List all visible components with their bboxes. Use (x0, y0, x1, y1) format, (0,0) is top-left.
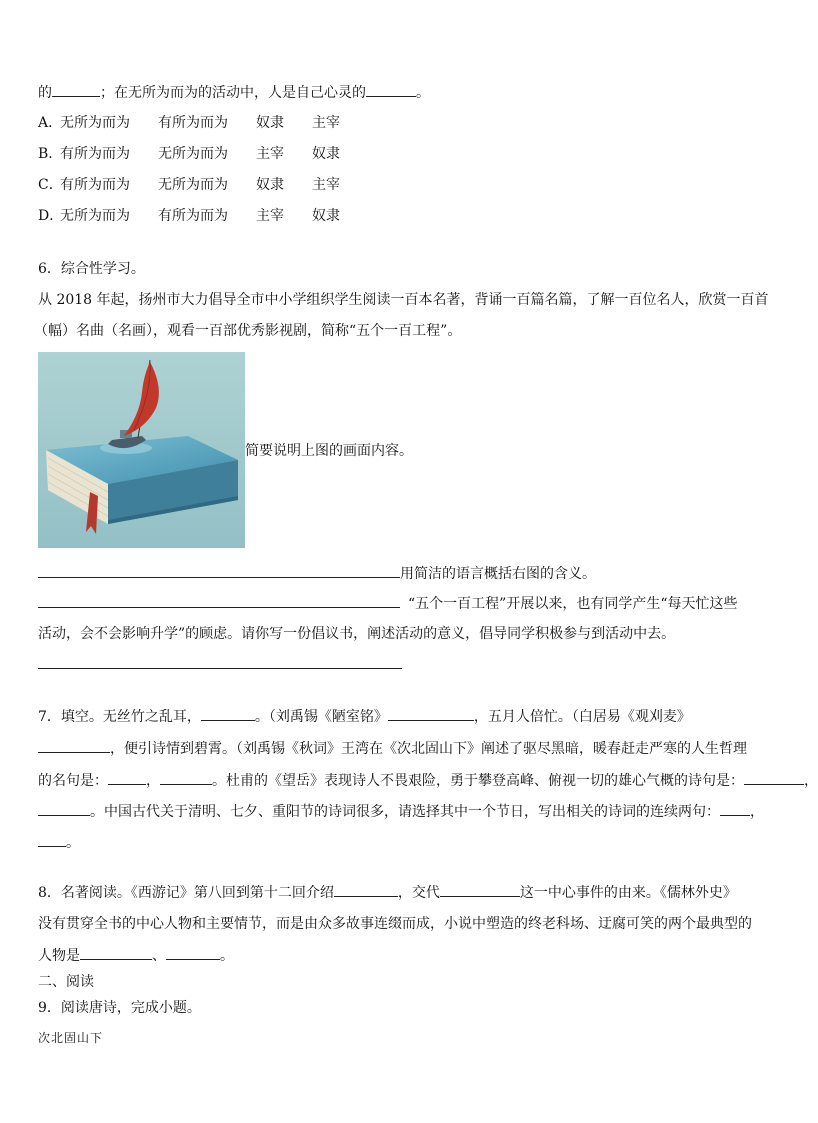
q6-task3-cont: 活动，会不会影响升学”的顾虑。请你写一份倡议书，阐述活动的意义，倡导同学积极参与到活动中去。 (38, 626, 676, 642)
q6-intro-line2: （幅）名曲（名画），观看一百部优秀影视剧，简称“五个一百工程”。 (34, 323, 462, 339)
answer-blank[interactable] (38, 593, 400, 608)
q5-option-b[interactable]: B．有所为而为 无所为而为 主宰 奴隶 (38, 146, 340, 162)
answer-blank[interactable] (38, 738, 110, 753)
q7-line5: 。 (38, 832, 80, 853)
answer-blank[interactable] (166, 945, 220, 960)
q7-line4: 。中国古代关于清明、七夕、重阳节的诗词很多，请选择其中一个节日，写出相关的诗词的连续两句： ， (38, 801, 764, 822)
answer-blank[interactable] (108, 770, 146, 785)
book-sailboat-image (38, 352, 245, 548)
answer-line[interactable] (38, 668, 402, 669)
answer-blank[interactable] (366, 82, 416, 97)
q8-line2: 没有贯穿全书的中心人物和主要情节，而是由众多故事连缀而成，小说中塑造的终老科场、迂腐可笑的两个最典型的 (38, 916, 752, 932)
q5-option-c[interactable]: C．有所为而为 无所为而为 奴隶 主宰 (38, 177, 340, 193)
answer-blank[interactable] (160, 770, 212, 785)
q6-task3: “五个一百工程”开展以来，也有同学产生“每天忙这些 (38, 593, 737, 614)
q7-line1: 7．填空。无丝竹之乱耳， 。（刘禹锡《陋室铭》 ，五月人倍忙。（白居易《观刈麦》 (38, 706, 691, 727)
q6-intro-line1: 从 2018 年起，扬州市大力倡导全市中小学组织学生阅读一百本名著，背诵一百篇名篇，了解一百位名人，欣赏一百首 (38, 292, 769, 308)
answer-blank[interactable] (201, 706, 255, 721)
answer-blank[interactable] (38, 801, 90, 816)
q5-option-d[interactable]: D．无所为而为 有所为而为 主宰 奴隶 (38, 208, 340, 224)
answer-blank[interactable] (334, 882, 398, 897)
answer-blank[interactable] (38, 832, 66, 847)
answer-blank[interactable] (744, 770, 804, 785)
poem-title: 次北固山下 (38, 1031, 104, 1045)
q5-option-a[interactable]: A．无所为而为 有所为而为 奴隶 主宰 (38, 115, 340, 131)
q8-line3: 人物是 、 。 (38, 945, 234, 966)
q6-task2: 用简洁的语言概括右图的含义。 (38, 563, 596, 584)
answer-blank[interactable] (720, 801, 750, 816)
q7-line3: 的名句是： ， 。杜甫的《望岳》表现诗人不畏艰险，勇于攀登高峰、俯视一切的雄心气概的诗句是： ， (38, 770, 818, 791)
q6-picture-caption: 简要说明上图的画面内容。 (245, 443, 413, 459)
q8-line1: 8．名著阅读。《西游记》第八回到第十二回介绍 ，交代 这一中心事件的由来。《儒林外史》 (38, 882, 737, 903)
section-heading-reading: 二、阅读 (38, 974, 94, 990)
answer-blank[interactable] (80, 945, 152, 960)
book-sailboat-illustration (38, 352, 245, 548)
answer-blank[interactable] (38, 563, 400, 578)
q5-stem: 的 ；在无所为而为的活动中，人是自己心灵的 。 (38, 82, 430, 103)
q9-title: 9．阅读唐诗，完成小题。 (38, 1000, 201, 1016)
answer-blank[interactable] (440, 882, 520, 897)
q7-line2: ，便引诗情到碧霄。（刘禹锡《秋词》王湾在《次北固山下》阐述了驱尽黑暗，暖春赶走严寒的人生哲理 (38, 738, 747, 759)
q6-title: 6．综合性学习。 (38, 261, 145, 277)
answer-blank[interactable] (52, 82, 100, 97)
answer-blank[interactable] (388, 706, 474, 721)
